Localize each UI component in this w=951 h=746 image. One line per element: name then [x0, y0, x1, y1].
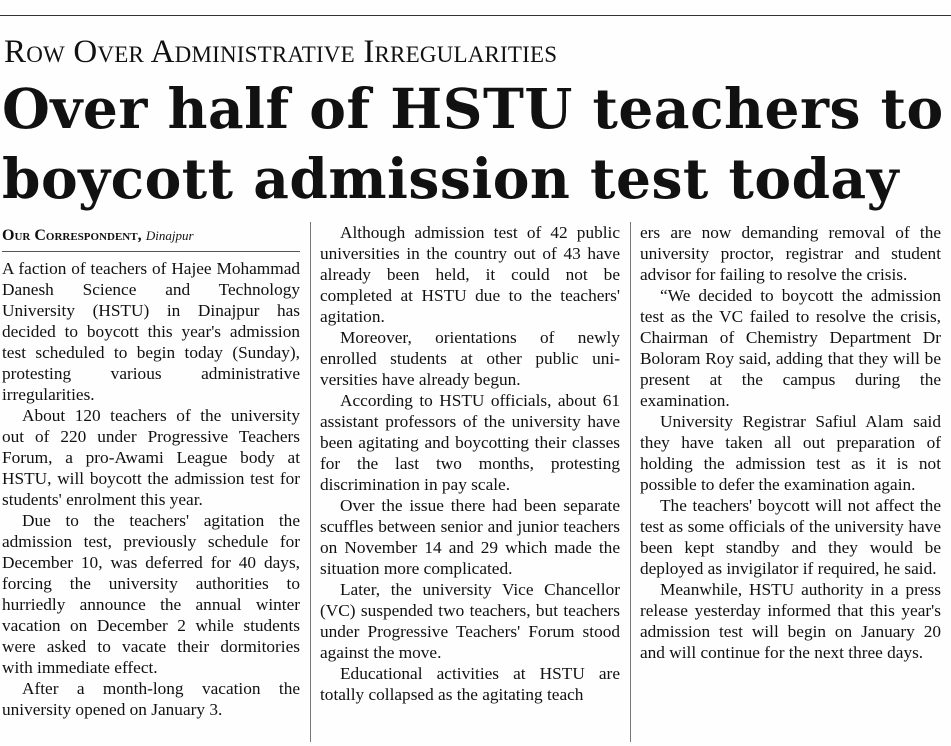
paragraph: A faction of teachers of Hajee Mohammad Danesh Science and Technology University (HSTU) in Dinajpur has decided to boycott this year's admission test scheduled to begin today (Sunday), protesting various administrative irregularities.	[2, 259, 300, 404]
headline-line-2: boycott admission test today	[2, 146, 900, 211]
paragraph: Educational activities at HSTU are totally collapsed as the agitating teach	[320, 664, 620, 704]
paragraph: University Registrar Safiul Alam said they have taken all out preparation of holding the admission test as it is not possible to defer the examination again.	[640, 412, 941, 494]
top-rule	[0, 15, 951, 16]
paragraph: ers are now demanding removal of the university proctor, registrar and student advisor for failing to resolve the crisis.	[640, 223, 941, 284]
column-divider	[310, 222, 311, 742]
paragraph: Due to the teachers' agitation the admission test, previously schedule for December 10, was deferred for 40 days, forcing the university authorities to hurriedly announce the annual winter vacation on December 2 while students were asked to vacate their dormitories with immediate effect.	[2, 511, 300, 677]
paragraph: Although admission test of 42 public universities in the country out of 43 have already been held, it could not be completed at HSTU due to the teachers' agitation.	[320, 223, 620, 326]
paragraph: According to HSTU officials, about 61 assistant professors of the university have been agitating and boycotting their classes for the last two months, protesting discrimination in pay scale.	[320, 391, 620, 494]
paragraph: “We decided to boycott the admission test as the VC failed to resolve the crisis, Chairman of Chemistry Department Dr Boloram Roy said, adding that they will be present at the campus during the examination.	[640, 286, 941, 410]
paragraph: Later, the university Vice Chancellor (VC) suspended two teachers, but teachers under Progressive Teachers' Forum stood against the move.	[320, 580, 620, 662]
kicker-title: Row Over Administrative Irregularities	[4, 34, 558, 70]
column-divider	[630, 222, 631, 742]
paragraph: The teachers' boycott will not affect the test as some officials of the university have been kept standby and they would be deployed as invigilator if required, he said.	[640, 496, 941, 578]
paragraph: After a month-long vacation the university opened on January 3.	[2, 679, 300, 719]
paragraph: Meanwhile, HSTU authority in a press release yesterday informed that this year's admission test will begin on January 20 and will continue for the next three days.	[640, 580, 941, 662]
byline-location: Dinajpur	[145, 228, 194, 243]
article-column-2	[320, 222, 620, 742]
headline-line-1: Over half of HSTU teachers to	[2, 76, 944, 141]
paragraph: Moreover, orientations of newly enrolled students at other public universities have already begun.	[320, 328, 620, 389]
paragraph: About 120 teachers of the university out of 220 under Progressive Teachers Forum, a pro-Awami League body at HSTU, will boycott the admission test for students' enrolment this year.	[2, 406, 300, 509]
article-column-3	[640, 222, 941, 742]
byline-reporter: Our Correspondent,	[2, 227, 142, 244]
headline	[2, 74, 944, 214]
byline	[2, 222, 300, 252]
article-column-1	[2, 222, 300, 742]
paragraph: Over the issue there had been separate scuffles between senior and junior teachers on November 14 and 29 which made the situation more complicated.	[320, 496, 620, 578]
